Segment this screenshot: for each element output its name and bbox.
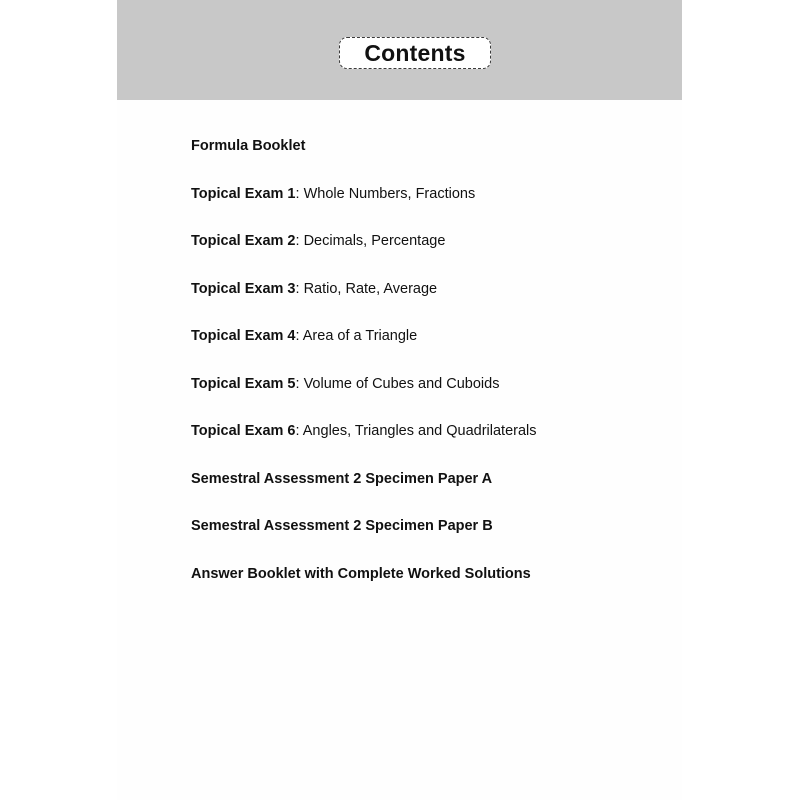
toc-item-label: Answer Booklet with Complete Worked Solutions	[191, 565, 531, 582]
toc-item-label: Topical Exam 1	[191, 185, 296, 202]
toc-item-specimen-paper-b	[191, 517, 671, 565]
header-band	[117, 0, 682, 100]
toc-item-topical-exam-4	[191, 327, 671, 375]
toc-item-separator: :	[295, 233, 304, 249]
toc-item-label: Topical Exam 3	[191, 280, 296, 297]
toc-item-specimen-paper-a	[191, 470, 671, 518]
toc-item-topic: Angles, Triangles and Quadrilaterals	[302, 423, 537, 439]
toc-item-topic: Area of a Triangle	[302, 328, 418, 344]
toc-item-topical-exam-1	[191, 185, 671, 233]
page-title: Contents	[364, 39, 466, 66]
title-box	[339, 37, 491, 69]
toc-item-label: Topical Exam 4	[191, 328, 296, 344]
toc-item-separator: :	[295, 185, 304, 202]
toc-item-topical-exam-5	[191, 375, 671, 423]
toc-item-topic: Volume of Cubes and Cuboids	[303, 375, 500, 392]
toc-item-topical-exam-3	[191, 280, 671, 328]
toc-item-topic: Whole Numbers, Fractions	[303, 185, 476, 202]
table-of-contents	[191, 137, 671, 612]
toc-item-label: Semestral Assessment 2 Specimen Paper B	[191, 518, 493, 534]
toc-item-topical-exam-6	[191, 422, 671, 470]
toc-item-label: Formula Booklet	[191, 138, 306, 154]
toc-item-label: Topical Exam 5	[191, 375, 296, 392]
toc-item-answer-booklet	[191, 565, 671, 613]
toc-item-separator: :	[295, 280, 304, 297]
toc-item-topic: Ratio, Rate, Average	[303, 280, 438, 297]
toc-item-separator: :	[295, 328, 303, 344]
toc-item-label: Topical Exam 2	[191, 233, 296, 249]
toc-item-topic: Decimals, Percentage	[303, 233, 446, 249]
contents-page	[117, 0, 682, 800]
toc-item-label: Topical Exam 6	[191, 423, 296, 439]
toc-item-separator: :	[295, 423, 303, 439]
toc-item-separator: :	[295, 375, 304, 392]
toc-item-formula-booklet	[191, 137, 671, 185]
toc-item-topical-exam-2	[191, 232, 671, 280]
toc-item-label: Semestral Assessment 2 Specimen Paper A	[191, 470, 493, 487]
